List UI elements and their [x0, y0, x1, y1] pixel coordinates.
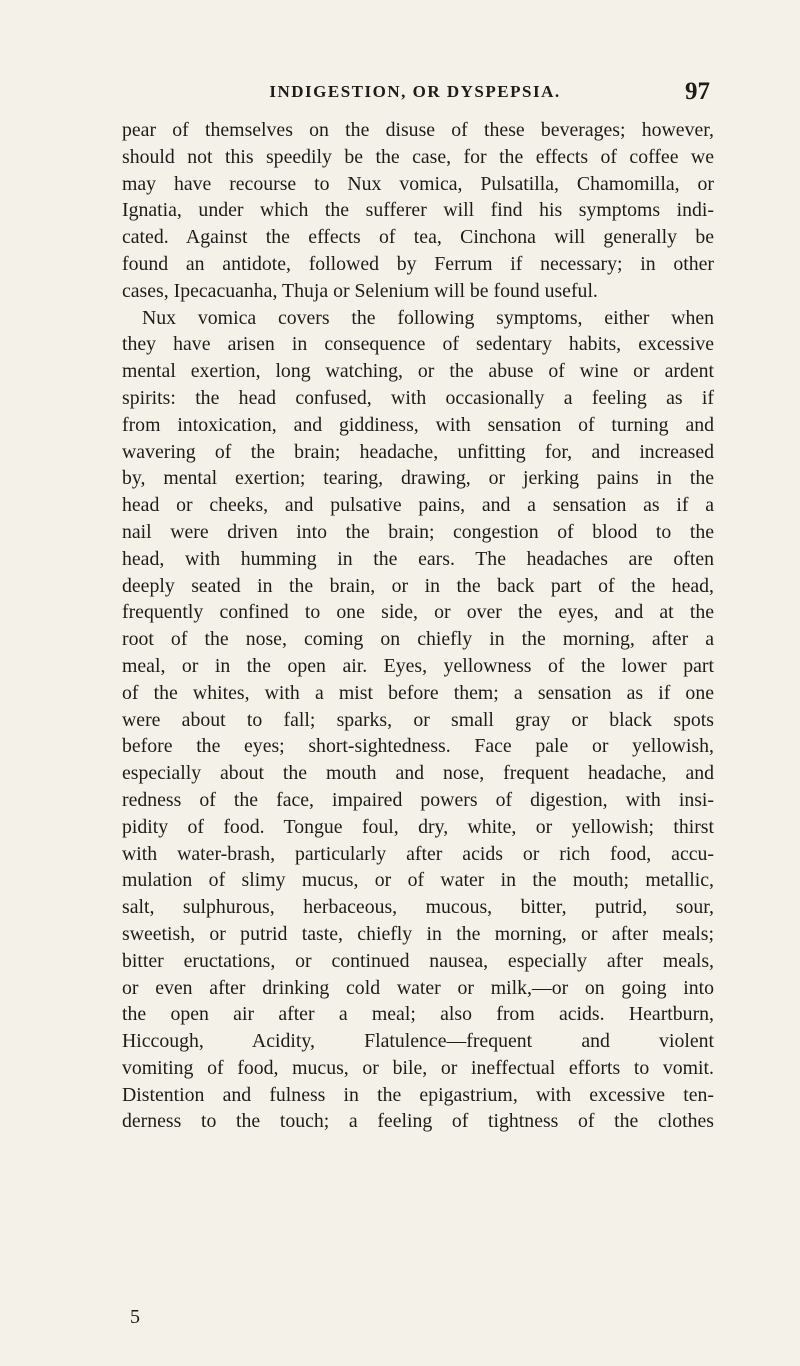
text-line: especially about the mouth and nose, frequent headache, and — [122, 762, 714, 785]
text-line: the open air after a meal; also from acids. Heartburn, — [122, 1003, 714, 1026]
text-line: vomiting of food, mucus, or bile, or ineffectual efforts to vomit. — [122, 1056, 714, 1079]
running-head — [120, 78, 710, 112]
page-number: 97 — [685, 78, 710, 105]
text-line: redness of the face, impaired powers of digestion, with insi- — [122, 788, 714, 811]
text-line: or even after drinking cold water or milk,—or on going into — [122, 976, 714, 999]
text-line: mulation of slimy mucus, or of water in the mouth; metallic, — [122, 869, 714, 892]
text-line: may have recourse to Nux vomica, Pulsatilla, Chamomilla, or — [122, 172, 714, 195]
text-line: Nux vomica covers the following symptoms, either when — [142, 306, 714, 329]
text-line: deeply seated in the brain, or in the back part of the head, — [122, 574, 714, 597]
text-line: were about to fall; sparks, or small gray or black spots — [122, 708, 714, 731]
text-line: Ignatia, under which the sufferer will find his symptoms indi- — [122, 199, 714, 222]
text-line: by, mental exertion; tearing, drawing, or jerking pains in the — [122, 467, 714, 490]
text-line: head or cheeks, and pulsative pains, and a sensation as if a — [122, 494, 714, 517]
text-line: head, with humming in the ears. The headaches are often — [122, 547, 714, 570]
text-line: pidity of food. Tongue foul, dry, white, or yellowish; thirst — [122, 815, 714, 838]
text-line: should not this speedily be the case, for the effects of coffee we — [122, 145, 714, 168]
body-text — [122, 117, 714, 1135]
text-line: meal, or in the open air. Eyes, yellowness of the lower part — [122, 654, 714, 677]
text-line: before the eyes; short-sightedness. Face pale or yellowish, — [122, 735, 714, 758]
text-line: salt, sulphurous, herbaceous, mucous, bitter, putrid, sour, — [122, 896, 714, 919]
signature-mark: 5 — [130, 1306, 140, 1328]
text-line: they have arisen in consequence of sedentary habits, excessive — [122, 333, 714, 356]
text-line: from intoxication, and giddiness, with sensation of turning and — [122, 413, 714, 436]
text-line: Distention and fulness in the epigastrium, with excessive ten- — [122, 1083, 714, 1106]
text-line: spirits: the head confused, with occasionally a feeling as if — [122, 386, 714, 409]
text-line: sweetish, or putrid taste, chiefly in the morning, or after meals; — [122, 922, 714, 945]
text-line: pear of themselves on the disuse of these beverages; however, — [122, 119, 714, 141]
text-line: of the whites, with a mist before them; a sensation as if one — [122, 681, 714, 704]
text-line: cated. Against the effects of tea, Cinchona will generally be — [122, 226, 714, 249]
text-line: Hiccough, Acidity, Flatulence—frequent and violent — [122, 1030, 714, 1053]
text-line: root of the nose, coming on chiefly in the morning, after a — [122, 628, 714, 651]
text-line: mental exertion, long watching, or the abuse of wine or ardent — [122, 360, 714, 383]
text-line: bitter eructations, or continued nausea, especially after meals, — [122, 949, 714, 972]
running-head-title: INDIGESTION, OR DYSPEPSIA. — [269, 82, 561, 101]
text-line: found an antidote, followed by Ferrum if necessary; in other — [122, 252, 714, 275]
text-line: nail were driven into the brain; congestion of blood to the — [122, 520, 714, 543]
text-line: frequently confined to one side, or over the eyes, and at the — [122, 601, 714, 624]
text-line: with water-brash, particularly after acids or rich food, accu- — [122, 842, 714, 865]
text-line: cases, Ipecacuanha, Thuja or Selenium will be found useful. — [122, 279, 598, 302]
text-line: derness to the touch; a feeling of tightness of the clothes — [122, 1110, 714, 1133]
text-line: wavering of the brain; headache, unfitting for, and increased — [122, 440, 714, 463]
